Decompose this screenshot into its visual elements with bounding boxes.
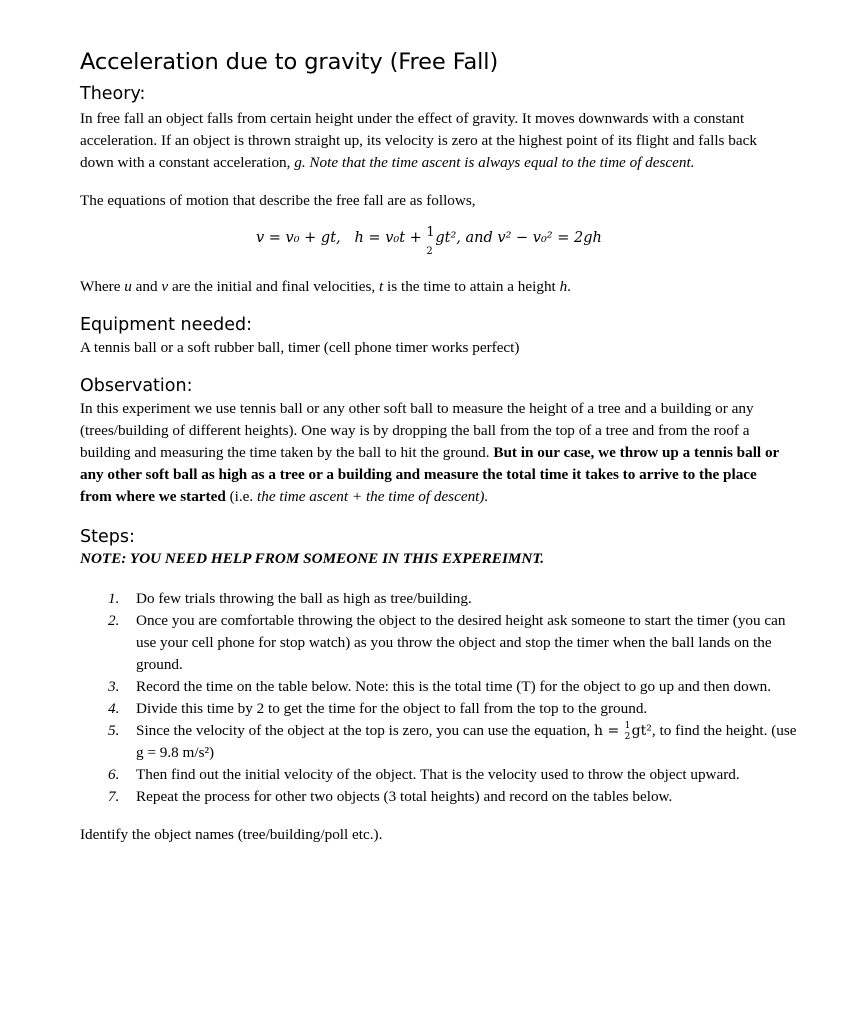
theory-paragraph (80, 108, 792, 174)
identify-text: Identify the object names (tree/building/poll etc.). (80, 826, 383, 844)
steps-note: NOTE: YOU NEED HELP FROM SOMEONE IN THIS EXPEREIMNT. (80, 550, 545, 568)
where-paragraph: Where u and v are the initial and final velocities, t is the time to attain a height h. (80, 278, 571, 295)
list-item: 3. Record the time on the table below. Note: this is the total time (T) for the object to go up and then down. (108, 678, 772, 696)
equation-height-a: h = v₀t + (354, 230, 427, 246)
theory-text: In free fall an object falls from certain height under the effect of gravity. It moves downwards with a constant acceleration. If an object is thrown straight up, its velocity is zero at the highest point of its flight and falls back down with a constant acceleration, (80, 110, 757, 171)
step-equation-fraction: 1 2 (624, 721, 631, 743)
document-page (80, 48, 800, 846)
theory-note: Note that the time ascent is always equal to the time of descent. (309, 154, 695, 171)
observation-heading: Observation: (80, 375, 193, 396)
equation-velocity: v = v₀ + gt, (256, 230, 341, 246)
list-item: 4. Divide this time by 2 to get the time for the object to fall from the top to the ground. (108, 700, 648, 718)
theory-g: g. (294, 154, 306, 171)
page-title: Acceleration due to gravity (Free Fall) (80, 49, 499, 75)
steps-heading: Steps: (80, 526, 135, 547)
list-item: 2. Once you are comfortable throwing the object to the desired height ask someone to start the timer (you can use your cell phone for stop watch) as you throw the object and stop the timer when the ball lands on the ground. (108, 612, 786, 674)
equation-height-b: gt², (435, 230, 461, 246)
equation-line: v = v₀ + gt, h = v₀t + 1 2 gt², and v² − v₀² = 2gh (256, 225, 602, 257)
list-item: 6. Then find out the initial velocity of the object. That is the velocity used to throw the object upward. (108, 766, 740, 784)
list-item: 1. Do few trials throwing the ball as high as tree/building. (108, 590, 472, 608)
list-item: 7. Repeat the process for other two objects (3 total heights) and record on the tables below. (108, 788, 673, 806)
equation-and: and (465, 230, 493, 246)
equipment-text: A tennis ball or a soft rubber ball, timer (cell phone timer works perfect) (80, 338, 520, 356)
equipment-heading: Equipment needed: (80, 315, 253, 335)
observation-paragraph: In this experiment we use tennis ball or any other soft ball to measure the height of a tree and a building or any (trees/building of different heights). One way is by dropping the ball from the top of a tree and from the roof a building and measuring the time taken by the ball to hit the ground. But in our case, we throw up a tennis ball or any other soft ball as high as a tree or a building and measure the total time it takes to arrive to the place from where we started (i.e. the time ascent + the time of descent). (80, 399, 780, 505)
theory-heading: Theory: (80, 84, 146, 105)
equations-of-motion (80, 220, 800, 264)
equations-intro: The equations of motion that describe the free fall are as follows, (80, 192, 476, 209)
steps-list (80, 588, 800, 808)
equation-velocity-squared: v² − v₀² = 2gh (497, 230, 602, 246)
list-item: 5. Since the velocity of the object at the top is zero, you can use the equation, h = 1 2 gt², to find the height. (use g = 9.8 m/s²) (108, 721, 797, 762)
